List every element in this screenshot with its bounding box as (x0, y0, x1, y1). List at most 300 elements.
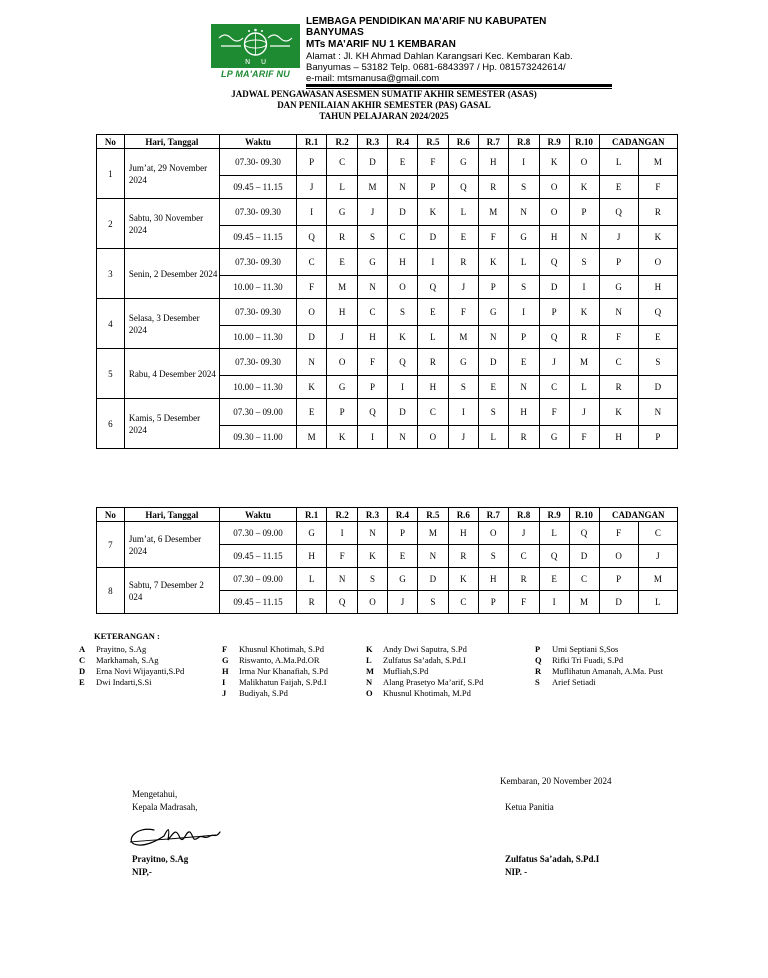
session-time: 09.30 – 11.00 (219, 426, 296, 449)
table-header-row (97, 508, 678, 522)
session-time: 07.30- 09.30 (219, 149, 296, 176)
room-10-proctor: O (569, 149, 599, 176)
legend-name: Umi Septiani S,Sos (552, 644, 619, 654)
room-7-proctor: L (478, 426, 508, 449)
table-row (97, 568, 678, 591)
session-time: 09.45 – 11.15 (219, 591, 296, 614)
reserve-proctor: Q (599, 199, 638, 226)
table-row (97, 299, 678, 326)
column-header: R.6 (448, 135, 478, 149)
legend-name: Budiyah, S.Pd (239, 688, 288, 698)
room-1-proctor: I (297, 199, 327, 226)
table-row (97, 199, 678, 226)
room-6-proctor: L (448, 199, 478, 226)
room-6-proctor: H (448, 522, 478, 545)
room-6-proctor: C (448, 591, 478, 614)
room-5-proctor: P (417, 176, 448, 199)
row-date: Jum’at, 29 November 2024 (124, 149, 219, 199)
room-2-proctor: M (327, 276, 358, 299)
room-3-proctor: G (358, 249, 388, 276)
reserve-proctor: D (638, 376, 677, 399)
room-8-proctor: F (508, 591, 539, 614)
row-number: 5 (97, 349, 125, 399)
legend-item (535, 677, 663, 688)
principal-nip: NIP,- (132, 867, 152, 877)
room-3-proctor: S (358, 568, 388, 591)
room-8-proctor: R (508, 426, 539, 449)
logo-caption: LP MA'ARIF NU (221, 69, 290, 79)
row-number: 8 (97, 568, 125, 614)
room-2-proctor: P (327, 399, 358, 426)
legend-item (222, 677, 328, 688)
legend-item (79, 655, 184, 666)
session-time: 09.45 – 11.15 (219, 226, 296, 249)
column-header: CADANGAN (599, 508, 678, 522)
room-1-proctor: Q (297, 226, 327, 249)
column-header: R.4 (387, 508, 417, 522)
reserve-proctor: C (599, 349, 638, 376)
room-7-proctor: P (478, 276, 508, 299)
school-name: MTs MA’ARIF NU 1 KEMBARAN (306, 39, 456, 50)
room-10-proctor: I (569, 276, 599, 299)
reserve-proctor: O (599, 545, 638, 568)
room-1-proctor: E (297, 399, 327, 426)
room-5-proctor: I (417, 249, 448, 276)
room-8-proctor: E (508, 349, 539, 376)
legend-code: C (79, 655, 86, 665)
room-3-proctor: H (358, 326, 388, 349)
column-header: R.5 (417, 508, 448, 522)
room-9-proctor: P (539, 299, 569, 326)
legend-name: Prayitno, S.Ag (96, 644, 147, 654)
committee-chair-title: Ketua Panitia (505, 802, 554, 812)
room-6-proctor: R (448, 249, 478, 276)
table-row (97, 149, 678, 176)
legend-code: M (366, 666, 375, 676)
room-9-proctor: Q (539, 326, 569, 349)
reserve-proctor: F (638, 176, 677, 199)
legend-code: D (79, 666, 86, 676)
column-header: R.6 (448, 508, 478, 522)
room-4-proctor: N (387, 176, 417, 199)
room-9-proctor: Q (539, 545, 569, 568)
legend-name: Alang Prasetyo Ma’arif, S.Pd (383, 677, 484, 687)
room-10-proctor: C (569, 568, 599, 591)
legend-code: L (366, 655, 372, 665)
room-2-proctor: C (327, 149, 358, 176)
room-9-proctor: L (539, 522, 569, 545)
reserve-proctor: Q (638, 299, 677, 326)
legend-code: N (366, 677, 373, 687)
header-rule-thick (306, 84, 612, 87)
legend-column-1 (79, 644, 184, 688)
room-3-proctor: M (358, 176, 388, 199)
session-time: 09.45 – 11.15 (219, 545, 296, 568)
reserve-proctor: D (599, 591, 638, 614)
room-3-proctor: K (358, 545, 388, 568)
address-line1: Alamat : Jl. KH Ahmad Dahlan Karangsari Kec. Kembaran Kab. (306, 51, 573, 62)
column-header: R.9 (539, 135, 569, 149)
logo-lp-maarif-nu (211, 24, 300, 80)
reserve-proctor: O (638, 249, 677, 276)
room-1-proctor: P (297, 149, 327, 176)
room-2-proctor: Q (327, 591, 358, 614)
room-10-proctor: R (569, 326, 599, 349)
room-10-proctor: N (569, 226, 599, 249)
legend-item (222, 655, 328, 666)
room-6-proctor: J (448, 426, 478, 449)
legend-item (366, 655, 483, 666)
room-8-proctor: I (508, 299, 539, 326)
room-6-proctor: S (448, 376, 478, 399)
room-1-proctor: J (297, 176, 327, 199)
reserve-proctor: L (599, 149, 638, 176)
handwritten-signature (124, 818, 224, 852)
room-9-proctor: F (539, 399, 569, 426)
room-5-proctor: Q (417, 276, 448, 299)
room-7-proctor: O (478, 522, 508, 545)
column-header: Hari, Tanggal (124, 508, 219, 522)
reserve-proctor: N (638, 399, 677, 426)
room-6-proctor: I (448, 399, 478, 426)
session-time: 10.00 – 11.30 (219, 376, 296, 399)
chair-nip: NIP. - (505, 867, 528, 877)
room-10-proctor: K (569, 176, 599, 199)
email-line: e-mail: mtsmanusa@gmail.com (306, 73, 440, 84)
legend-code: Q (535, 655, 542, 665)
room-3-proctor: D (358, 149, 388, 176)
address-line2: Banyumas – 53182 Telp. 0681-6843397 / Hp. 081573242614/ (306, 62, 566, 73)
column-header: Hari, Tanggal (124, 135, 219, 149)
legend-name: Riswanto, A.Ma.Pd.OR (239, 655, 320, 665)
room-2-proctor: L (327, 176, 358, 199)
legend-name: Rifki Tri Fuadi, S.Pd (552, 655, 624, 665)
legend-column-4 (535, 644, 663, 688)
reserve-proctor: P (599, 249, 638, 276)
room-8-proctor: N (508, 199, 539, 226)
room-3-proctor: N (358, 522, 388, 545)
room-3-proctor: S (358, 226, 388, 249)
legend-name: Andy Dwi Saputra, S.Pd (383, 644, 467, 654)
room-5-proctor: R (417, 349, 448, 376)
column-header: No (97, 508, 125, 522)
room-3-proctor: C (358, 299, 388, 326)
room-1-proctor: O (297, 299, 327, 326)
room-10-proctor: S (569, 249, 599, 276)
room-4-proctor: D (387, 199, 417, 226)
row-number: 1 (97, 149, 125, 199)
reserve-proctor: L (638, 591, 677, 614)
column-header: R.10 (569, 135, 599, 149)
room-8-proctor: J (508, 522, 539, 545)
legend-code: O (366, 688, 373, 698)
schedule-table-2 (96, 507, 678, 614)
session-time: 10.00 – 11.30 (219, 326, 296, 349)
room-3-proctor: N (358, 276, 388, 299)
room-7-proctor: G (478, 299, 508, 326)
room-9-proctor: O (539, 176, 569, 199)
room-9-proctor: E (539, 568, 569, 591)
room-8-proctor: P (508, 326, 539, 349)
column-header: CADANGAN (599, 135, 678, 149)
title-line1: JADWAL PENGAWASAN ASESMEN SUMATIF AKHIR SEMESTER (ASAS) (231, 89, 537, 99)
legend-code: F (222, 644, 228, 654)
room-4-proctor: K (387, 326, 417, 349)
table-row (97, 349, 678, 376)
room-7-proctor: E (478, 376, 508, 399)
legend-item (222, 688, 328, 699)
room-2-proctor: I (327, 522, 358, 545)
session-time: 07.30- 09.30 (219, 249, 296, 276)
legend-name: Khusnul Khotimah, M.Pd (383, 688, 471, 698)
room-7-proctor: N (478, 326, 508, 349)
document-title (0, 89, 768, 122)
room-5-proctor: F (417, 149, 448, 176)
column-header: Waktu (219, 135, 296, 149)
title-line2: DAN PENILAIAN AKHIR SEMESTER (PAS) GASAL (277, 100, 491, 110)
room-1-proctor: D (297, 326, 327, 349)
room-7-proctor: D (478, 349, 508, 376)
legend-name: Malikhatun Faijah, S.Pd.I (239, 677, 327, 687)
room-9-proctor: Q (539, 249, 569, 276)
column-header: R.2 (327, 135, 358, 149)
reserve-proctor: M (638, 149, 677, 176)
room-9-proctor: H (539, 226, 569, 249)
room-2-proctor: E (327, 249, 358, 276)
room-10-proctor: M (569, 349, 599, 376)
legend-code: H (222, 666, 229, 676)
room-7-proctor: S (478, 545, 508, 568)
room-5-proctor: E (417, 299, 448, 326)
column-header: R.7 (478, 135, 508, 149)
row-number: 6 (97, 399, 125, 449)
column-header: R.1 (297, 135, 327, 149)
legend-item (366, 677, 483, 688)
column-header: No (97, 135, 125, 149)
room-4-proctor: I (387, 376, 417, 399)
room-2-proctor: J (327, 326, 358, 349)
legend-code: J (222, 688, 227, 698)
room-7-proctor: S (478, 399, 508, 426)
room-5-proctor: K (417, 199, 448, 226)
room-5-proctor: H (417, 376, 448, 399)
principal-name: Prayitno, S.Ag (132, 854, 189, 864)
column-header: R.8 (508, 508, 539, 522)
room-3-proctor: I (358, 426, 388, 449)
column-header: R.7 (478, 508, 508, 522)
session-time: 09.45 – 11.15 (219, 176, 296, 199)
room-9-proctor: K (539, 149, 569, 176)
reserve-proctor: S (638, 349, 677, 376)
acknowledged-label: Mengetahui, (132, 789, 178, 799)
legend-item (79, 677, 184, 688)
room-1-proctor: N (297, 349, 327, 376)
column-header: R.8 (508, 135, 539, 149)
reserve-proctor: F (599, 326, 638, 349)
legend-item (222, 666, 328, 677)
room-4-proctor: C (387, 226, 417, 249)
reserve-proctor: E (638, 326, 677, 349)
column-header: R.9 (539, 508, 569, 522)
room-2-proctor: H (327, 299, 358, 326)
room-7-proctor: F (478, 226, 508, 249)
room-4-proctor: J (387, 591, 417, 614)
legend-item (222, 644, 328, 655)
legend-name: Erna Novi Wijayanti,S.Pd (96, 666, 185, 676)
room-7-proctor: H (478, 568, 508, 591)
reserve-proctor: H (599, 426, 638, 449)
reserve-proctor: C (638, 522, 677, 545)
room-9-proctor: J (539, 349, 569, 376)
room-8-proctor: H (508, 399, 539, 426)
legend-name: Dwi Indarti,S.Si (96, 677, 152, 687)
room-4-proctor: O (387, 276, 417, 299)
reserve-proctor: M (638, 568, 677, 591)
room-5-proctor: N (417, 545, 448, 568)
row-date: Sabtu, 30 November 2024 (124, 199, 219, 249)
room-3-proctor: P (358, 376, 388, 399)
legend-item (535, 666, 663, 677)
column-header: R.10 (569, 508, 599, 522)
room-1-proctor: R (297, 591, 327, 614)
reserve-proctor: R (638, 199, 677, 226)
room-10-proctor: P (569, 199, 599, 226)
room-10-proctor: D (569, 545, 599, 568)
legend-column-3 (366, 644, 483, 699)
room-1-proctor: G (297, 522, 327, 545)
room-3-proctor: J (358, 199, 388, 226)
legend-item (366, 666, 483, 677)
room-5-proctor: S (417, 591, 448, 614)
room-6-proctor: F (448, 299, 478, 326)
room-5-proctor: M (417, 522, 448, 545)
legend-name: Khusnul Khotimah, S.Pd (239, 644, 325, 654)
column-header: R.4 (387, 135, 417, 149)
room-8-proctor: L (508, 249, 539, 276)
org-name-line2: BANYUMAS (306, 26, 364, 38)
row-date: Jum’at, 6 Desember 2024 (124, 522, 219, 568)
session-time: 07.30 – 09.00 (219, 399, 296, 426)
legend-code: K (366, 644, 373, 654)
room-6-proctor: G (448, 349, 478, 376)
room-8-proctor: R (508, 568, 539, 591)
row-date: Selasa, 3 Desember 2024 (124, 299, 219, 349)
row-number: 3 (97, 249, 125, 299)
legend-item (79, 666, 184, 677)
room-8-proctor: I (508, 149, 539, 176)
session-time: 07.30- 09.30 (219, 349, 296, 376)
room-8-proctor: N (508, 376, 539, 399)
legend-code: G (222, 655, 229, 665)
room-9-proctor: O (539, 199, 569, 226)
room-5-proctor: D (417, 226, 448, 249)
letterhead (306, 17, 596, 84)
svg-text:N: N (245, 58, 251, 66)
session-time: 07.30 – 09.00 (219, 568, 296, 591)
reserve-proctor: J (638, 545, 677, 568)
room-1-proctor: M (297, 426, 327, 449)
reserve-proctor: N (599, 299, 638, 326)
room-1-proctor: C (297, 249, 327, 276)
room-4-proctor: N (387, 426, 417, 449)
room-10-proctor: M (569, 591, 599, 614)
legend-code: I (222, 677, 226, 687)
legend-name: Markhamah, S.Ag (96, 655, 159, 665)
legend-item (366, 644, 483, 655)
room-10-proctor: K (569, 299, 599, 326)
legend-item (535, 644, 663, 655)
room-5-proctor: L (417, 326, 448, 349)
room-7-proctor: M (478, 199, 508, 226)
room-1-proctor: L (297, 568, 327, 591)
room-6-proctor: Q (448, 176, 478, 199)
legend-code: E (79, 677, 85, 687)
room-8-proctor: G (508, 226, 539, 249)
column-header: R.1 (297, 508, 327, 522)
room-2-proctor: K (327, 426, 358, 449)
column-header: R.2 (327, 508, 358, 522)
place-date: Kembaran, 20 November 2024 (500, 776, 612, 786)
svg-text:U: U (261, 58, 267, 66)
legend-item (535, 655, 663, 666)
room-7-proctor: H (478, 149, 508, 176)
legend-name: Arief Setiadi (552, 677, 596, 687)
room-10-proctor: F (569, 426, 599, 449)
room-3-proctor: F (358, 349, 388, 376)
row-date: Kamis, 5 Desember 2024 (124, 399, 219, 449)
room-9-proctor: G (539, 426, 569, 449)
table-row (97, 399, 678, 426)
reserve-proctor: K (638, 226, 677, 249)
org-name-line1: LEMBAGA PENDIDIKAN MA’ARIF NU KABUPATEN (306, 16, 547, 27)
legend-name: Zulfatus Sa’adah, S.Pd.I (383, 655, 466, 665)
room-2-proctor: F (327, 545, 358, 568)
row-number: 2 (97, 199, 125, 249)
room-2-proctor: R (327, 226, 358, 249)
room-6-proctor: G (448, 149, 478, 176)
room-7-proctor: P (478, 591, 508, 614)
room-5-proctor: O (417, 426, 448, 449)
room-10-proctor: Q (569, 522, 599, 545)
legend-title: KETERANGAN : (94, 631, 160, 641)
legend-name: Irma Nur Khanafiah, S.Pd (239, 666, 328, 676)
legend-name: Muflihatun Amanah, A.Ma. Pust (552, 666, 663, 676)
room-5-proctor: D (417, 568, 448, 591)
room-1-proctor: F (297, 276, 327, 299)
principal-title: Kepala Madrasah, (132, 802, 198, 812)
row-date: Sabtu, 7 Desember 2 024 (124, 568, 219, 614)
room-6-proctor: J (448, 276, 478, 299)
row-date: Rabu, 4 Desember 2024 (124, 349, 219, 399)
reserve-proctor: R (599, 376, 638, 399)
legend-code: S (535, 677, 540, 687)
legend-item (366, 688, 483, 699)
row-date: Senin, 2 Desember 2024 (124, 249, 219, 299)
legend-code: A (79, 644, 86, 654)
room-4-proctor: E (387, 545, 417, 568)
room-4-proctor: E (387, 149, 417, 176)
room-8-proctor: C (508, 545, 539, 568)
legend-item (79, 644, 184, 655)
room-8-proctor: S (508, 176, 539, 199)
legend-code: R (535, 666, 542, 676)
room-3-proctor: Q (358, 399, 388, 426)
room-9-proctor: C (539, 376, 569, 399)
reserve-proctor: H (638, 276, 677, 299)
room-10-proctor: J (569, 399, 599, 426)
column-header: R.5 (417, 135, 448, 149)
legend-code: P (535, 644, 541, 654)
